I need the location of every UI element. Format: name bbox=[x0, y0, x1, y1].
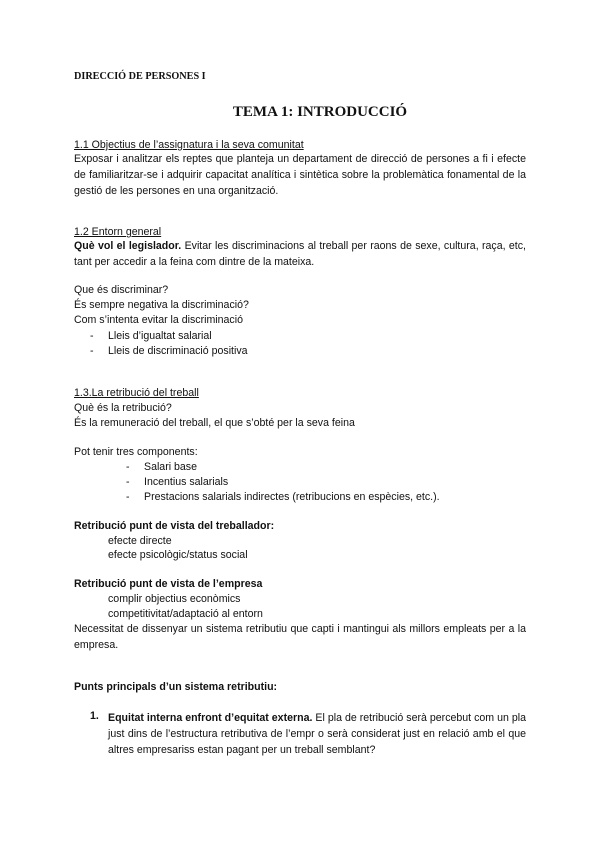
retribution-question: Què és la retribució? bbox=[74, 402, 172, 414]
list-item: complir objectius econòmics bbox=[108, 593, 241, 605]
list-bullet: - bbox=[90, 345, 94, 357]
course-name: DIRECCIÓ DE PERSONES I bbox=[74, 71, 206, 82]
section-1-2-heading: 1.2 Entorn general bbox=[74, 226, 162, 238]
main-points-heading: Punts principals d’un sistema retributiu: bbox=[74, 681, 278, 693]
list-item: Incentius salarials bbox=[144, 476, 229, 488]
legislator-label: Què vol el legislador. bbox=[74, 240, 182, 252]
list-bullet: - bbox=[126, 461, 130, 473]
list-item: competitivitat/adaptació al entorn bbox=[108, 608, 263, 620]
list-item: efecte directe bbox=[108, 535, 172, 547]
equity-item bbox=[108, 710, 526, 758]
section-1-3-heading: 1.3.La retribució del treball bbox=[74, 387, 199, 399]
equity-item-title: Equitat interna enfront d’equitat externa. bbox=[108, 712, 313, 724]
company-view-heading: Retribució punt de vista de l’empresa bbox=[74, 578, 263, 590]
section-1-1-body: Exposar i analitzar els reptes que planteja un departament de direcció de persones a fi i efecte de familiaritzar-se i adquirir capacitat analítica i sintètica sobre la problemàtica fonamental de la gestió de les persones en una organització. bbox=[74, 153, 526, 197]
legislator-text: Evitar les discriminacions al treball per raons de sexe, cultura, raça, etc, tant per accedir a la feina com dintre de la mateixa. bbox=[74, 240, 526, 268]
page-title: TEMA 1: INTRODUCCIÓ bbox=[232, 104, 408, 120]
question-3: Com s’intenta evitar la discriminació bbox=[74, 314, 243, 326]
worker-view-heading: Retribució punt de vista del treballador: bbox=[74, 520, 275, 532]
question-2: És sempre negativa la discriminació? bbox=[74, 299, 249, 311]
components-intro: Pot tenir tres components: bbox=[74, 446, 198, 458]
list-item: Lleis d’igualtat salarial bbox=[108, 330, 212, 342]
list-item: efecte psicològic/status social bbox=[108, 549, 248, 561]
system-need-text: Necessitat de dissenyar un sistema retributiu que capti i mantingui als millors empleats per a la empresa. bbox=[74, 623, 526, 651]
section-1-2-lead bbox=[74, 238, 526, 270]
retribution-answer: És la remuneració del treball, el que s’obté per la seva feina bbox=[74, 417, 355, 429]
list-item: Prestacions salarials indirectes (retribucions en espècies, etc.). bbox=[144, 491, 440, 503]
list-item: Lleis de discriminació positiva bbox=[108, 345, 248, 357]
list-bullet: - bbox=[126, 491, 130, 503]
equity-item-text: El pla de retribució serà percebut com un pla just dins de l’estructura retributiva de l’empr o serà considerat just en relació amb el que altres empresariss estan pagant per un treball semblant? bbox=[108, 712, 527, 756]
section-1-1-heading: 1.1 Objectius de l’assignatura i la seva comunitat bbox=[74, 139, 304, 151]
item-number: 1. bbox=[90, 710, 99, 722]
question-1: Que és discriminar? bbox=[74, 284, 169, 296]
list-bullet: - bbox=[90, 330, 94, 342]
list-bullet: - bbox=[126, 476, 130, 488]
list-item: Salari base bbox=[144, 461, 197, 473]
